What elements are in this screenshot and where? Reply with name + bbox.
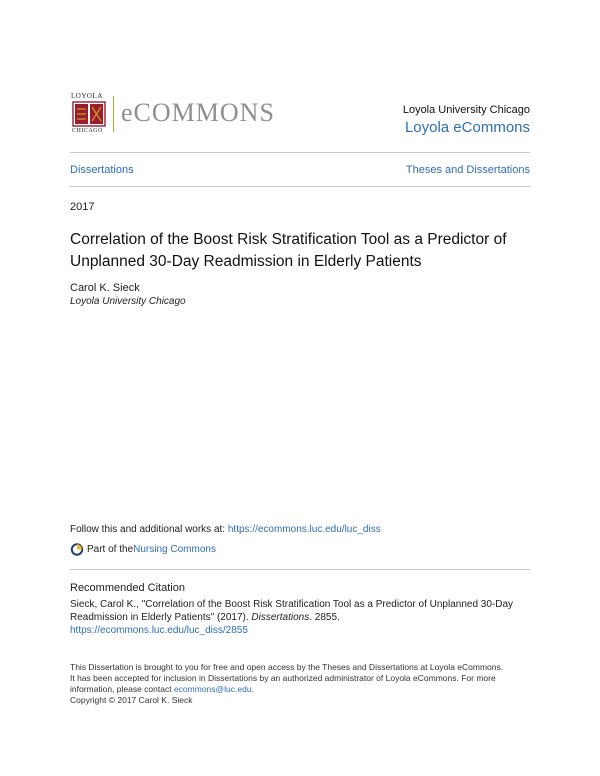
- citation-line-2: [70, 611, 513, 624]
- follow-text: Follow this and additional works at:: [70, 524, 228, 535]
- nursing-commons-link[interactable]: Nursing Commons: [133, 544, 216, 555]
- logo-divider: [113, 96, 114, 132]
- nav-theses-link[interactable]: Theses and Dissertations: [405, 164, 530, 176]
- logo-brand-text: eCOMMONS: [121, 98, 275, 127]
- author-affiliation: Loyola University Chicago: [70, 296, 186, 307]
- author-name: Carol K. Sieck: [70, 282, 140, 294]
- repository-link[interactable]: Loyola eCommons: [404, 119, 530, 136]
- collection-url-link[interactable]: https://ecommons.luc.edu/luc_diss: [227, 524, 381, 535]
- citation-title-end: Readmission in Elderly Patients" (2017).: [70, 612, 252, 623]
- notice-line-2: It has been accepted for inclusion in Dissertations by an authorized administrator of Loyola eCommons. For more: [70, 673, 496, 683]
- citation-journal: Dissertations: [251, 612, 310, 623]
- citation-number: . 2855.: [309, 612, 340, 623]
- notice-line-3: [70, 684, 503, 695]
- logo[interactable]: [70, 92, 285, 136]
- contact-email-link[interactable]: ecommons@luc.edu: [173, 684, 252, 694]
- citation-line-1: Sieck, Carol K., "Correlation of the Boost Risk Stratification Tool as a Predictor of Unplanned 30-Day: [70, 599, 514, 610]
- network-icon: [70, 543, 84, 556]
- citation-divider: [70, 569, 530, 570]
- notice-period: .: [251, 684, 254, 694]
- copyright-line: Copyright © 2017 Carol K. Sieck: [70, 695, 193, 705]
- paper-title: [70, 229, 540, 273]
- nav-divider: [70, 186, 530, 187]
- logo-university-text: LOYOLA: [71, 92, 103, 100]
- header-divider: [70, 152, 530, 153]
- paper-title-line-1: Correlation of the Boost Risk Stratification Tool as a Predictor of: [70, 231, 507, 248]
- paper-title-line-2: Unplanned 30-Day Readmission in Elderly Patients: [70, 253, 422, 270]
- shield-icon: [72, 101, 106, 127]
- notice-contact-text: information, please contact: [70, 684, 174, 694]
- citation-body: [70, 598, 513, 637]
- follow-line: [70, 524, 381, 535]
- nav-dissertations-link[interactable]: Dissertations: [70, 164, 134, 176]
- publication-year: 2017: [70, 201, 95, 213]
- notice-line-1: This Dissertation is brought to you for free and open access by the Theses and Dissertations at Loyola eCommons.: [70, 662, 504, 672]
- discipline-line: [70, 543, 216, 556]
- access-notice: [70, 662, 503, 706]
- citation-heading: Recommended Citation: [70, 582, 185, 594]
- institution-name: Loyola University Chicago: [402, 104, 530, 116]
- citation-url-link[interactable]: https://ecommons.luc.edu/luc_diss/2855: [70, 625, 248, 636]
- logo-city-text: CHICAGO: [72, 128, 103, 134]
- discipline-text: Part of the: [87, 544, 134, 555]
